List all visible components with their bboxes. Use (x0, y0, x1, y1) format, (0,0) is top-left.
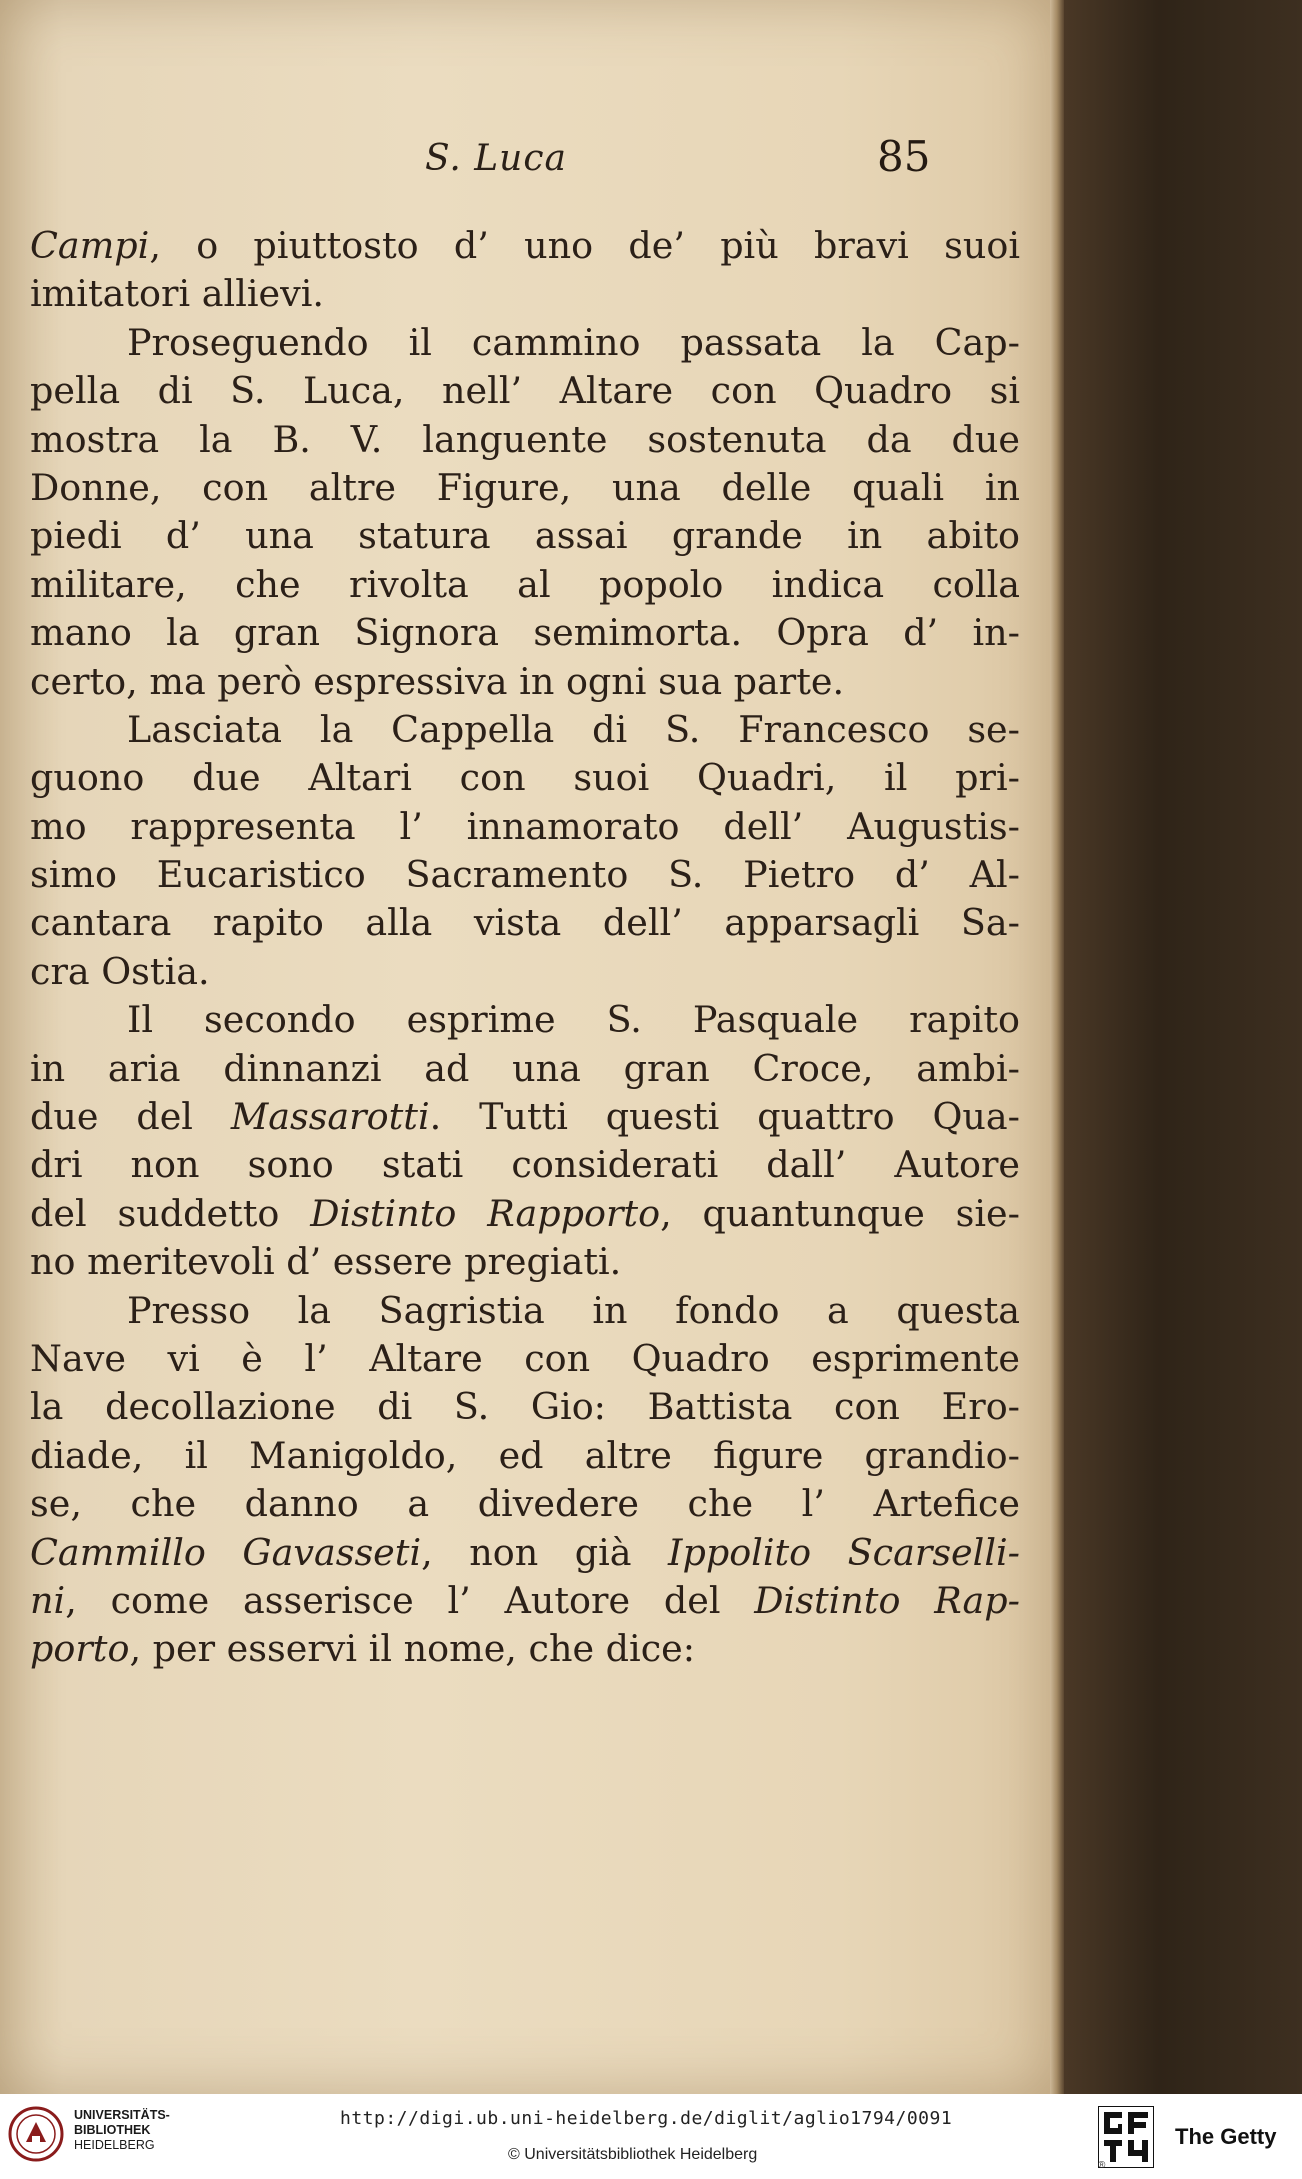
text-segment: Lasciata la Cappella di S. Francesco se- (127, 707, 1020, 751)
book-binding (1064, 0, 1302, 2094)
text-segment: se, che danno a divedere che l’ Artefice (30, 1482, 1020, 1526)
text-segment: simo Eucaristico Sacramento S. Pietro d’ Al- (30, 853, 1020, 897)
text-segment: Donne, con altre Figure, una delle quali in (30, 465, 1020, 509)
text-line (30, 1238, 1020, 1286)
text-segment: Proseguendo il cammino passata la Cap- (127, 320, 1020, 364)
copyright-notice: © Universitätsbibliothek Heidelberg (508, 2146, 758, 2163)
text-segment: mo rappresenta l’ innamorato dell’ Augustis- (30, 804, 1020, 848)
getty-partner-name: The Getty (1175, 2124, 1277, 2149)
text-line (30, 658, 1020, 706)
italic-text-segment: ni (30, 1578, 66, 1622)
text-segment: militare, che rivolta al popolo indica colla (30, 562, 1020, 606)
text-segment: cantara rapito alla vista dell’ apparsagli Sa- (30, 901, 1020, 945)
university-seal-icon (8, 2106, 64, 2162)
text-segment: del suddetto (30, 1191, 311, 1235)
text-line (30, 1480, 1020, 1528)
page-number: 85 (877, 132, 931, 181)
text-line (30, 803, 1020, 851)
institution-line-3: HEIDELBERG (74, 2138, 155, 2152)
text-segment: due del (30, 1095, 231, 1139)
text-line (30, 948, 1020, 996)
text-line (30, 1432, 1020, 1480)
text-segment: , per esservi il nome, che dice: (129, 1627, 696, 1671)
text-line (30, 1141, 1020, 1189)
text-line (30, 609, 1020, 657)
text-segment: in aria dinnanzi ad una gran Croce, ambi- (30, 1046, 1020, 1090)
italic-text-segment: porto (30, 1627, 130, 1671)
text-segment: Il secondo esprime S. Pasquale rapito (127, 998, 1020, 1042)
italic-text-segment: Cammillo Gavasseti (30, 1530, 422, 1574)
text-segment: dri non sono stati considerati dall’ Autore (30, 1143, 1020, 1187)
footer-bar (0, 2094, 1302, 2179)
text-segment: la decollazione di S. Gio: Battista con Ero- (30, 1385, 1020, 1429)
institution-name (74, 2108, 170, 2153)
text-segment: , come asserisce l’ Autore del (65, 1578, 755, 1622)
text-line (30, 1383, 1020, 1431)
text-segment: mostra la B. V. languente sostenuta da due (30, 417, 1020, 461)
text-segment: cra Ostia. (30, 949, 210, 993)
text-line (30, 561, 1020, 609)
text-line (30, 1529, 1020, 1577)
text-line (30, 416, 1020, 464)
institution-line-2: BIBLIOTHEK (74, 2123, 151, 2137)
text-segment: imitatori allievi. (30, 272, 325, 316)
text-line (30, 512, 1020, 560)
text-segment: pella di S. Luca, nell’ Altare con Quadro si (30, 369, 1020, 413)
italic-text-segment: Campi (30, 224, 150, 267)
text-line (30, 319, 1020, 367)
italic-text-segment: Distinto Rapporto (310, 1191, 661, 1235)
running-head (0, 132, 1050, 198)
text-line (30, 464, 1020, 512)
text-line (30, 706, 1020, 754)
italic-text-segment: Distinto Rap- (754, 1578, 1020, 1622)
page-edge (1050, 0, 1064, 2094)
text-segment: mano la gran Signora semimorta. Opra d’ in- (30, 611, 1020, 655)
text-segment: , quantunque sie- (660, 1191, 1020, 1235)
text-line (30, 1287, 1020, 1335)
text-line (30, 1625, 1020, 1673)
text-segment: , o piuttosto d’ uno de’ più bravi suoi (149, 224, 1020, 267)
text-segment: certo, ma però espressiva in ogni sua parte. (30, 659, 845, 703)
italic-text-segment: Massarotti (230, 1095, 430, 1139)
text-line (30, 1577, 1020, 1625)
text-segment: piedi d’ una statura assai grande in abito (30, 514, 1020, 558)
text-line (30, 899, 1020, 947)
text-segment: Nave vi è l’ Altare con Quadro esprimente (30, 1336, 1020, 1380)
text-line (30, 996, 1020, 1044)
text-line (30, 1335, 1020, 1383)
getty-logo-icon (1098, 2106, 1154, 2168)
text-line (30, 367, 1020, 415)
institution-line-1: UNIVERSITÄTS- (74, 2108, 170, 2122)
text-segment: diade, il Manigoldo, ed altre figure grandio- (30, 1433, 1020, 1477)
text-line (30, 754, 1020, 802)
text-segment: no meritevoli d’ essere pregiati. (30, 1240, 622, 1284)
running-title: S. Luca (425, 138, 567, 179)
registered-mark: ® (1098, 2160, 1106, 2171)
text-segment: guono due Altari con suoi Quadri, il pri- (30, 756, 1020, 800)
text-segment: . Tutti questi quattro Qua- (429, 1095, 1020, 1139)
text-line (30, 1093, 1020, 1141)
text-segment: , non già (421, 1530, 669, 1574)
text-line (30, 1190, 1020, 1238)
body-text (30, 222, 1020, 1674)
text-segment: Presso la Sagristia in fondo a questa (127, 1288, 1020, 1332)
italic-text-segment: Ippolito Scarselli- (668, 1530, 1021, 1574)
permalink-url[interactable]: http://digi.ub.uni-heidelberg.de/diglit/aglio1794/0091 (340, 2108, 953, 2129)
text-line (30, 1045, 1020, 1093)
text-line (30, 851, 1020, 899)
text-line (30, 270, 1020, 318)
text-line (30, 222, 1020, 270)
